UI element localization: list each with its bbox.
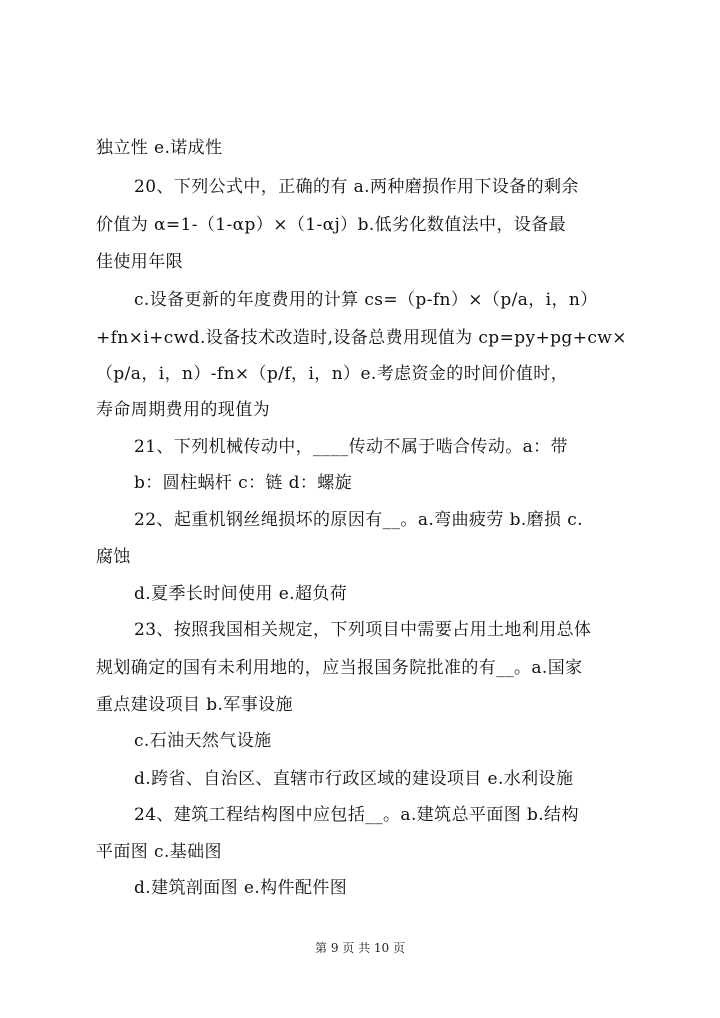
- text-line: 平面图 c.基础图: [96, 842, 222, 862]
- text-line: c.设备更新的年度费用的计算 cs=（p-fn）×（p/a，i，n）: [134, 290, 598, 310]
- text-line: 腐蚀: [96, 547, 131, 567]
- text-line: 价值为 α=1-（1-αp）×（1-αj）b.低劣化数值法中，设备最: [96, 215, 567, 235]
- text-line: 24、建筑工程结构图中应包括__。a.建筑总平面图 b.结构: [134, 805, 579, 825]
- text-line: 21、下列机械传动中，____传动不属于啮合传动。a：带: [134, 437, 568, 457]
- text-line: 22、起重机钢丝绳损坏的原因有__。a.弯曲疲劳 b.磨损 c.: [134, 510, 583, 530]
- text-line: c.石油天然气设施: [134, 731, 272, 751]
- text-line: 寿命周期费用的现值为: [96, 400, 270, 420]
- text-line: 23、按照我国相关规定，下列项目中需要占用土地利用总体: [134, 620, 592, 640]
- text-line: d.跨省、自治区、直辖市行政区域的建设项目 e.水利设施: [134, 769, 574, 789]
- page-footer: 第 9 页 共 10 页: [315, 941, 405, 955]
- text-line: 独立性 e.诺成性: [96, 138, 223, 158]
- text-line: （p/a，i，n）-fn×（p/f，i，n）e.考虑资金的时间价值时，: [96, 364, 569, 384]
- text-line: d.夏季长时间使用 e.超负荷: [134, 584, 348, 604]
- text-line: +fn×i+cwd.设备技术改造时,设备总费用现值为 cp=py+pg+cw×: [96, 328, 627, 348]
- text-line: 佳使用年限: [96, 252, 183, 272]
- text-line: 20、下列公式中，正确的有 a.两种磨损作用下设备的剩余: [134, 177, 579, 197]
- text-line: 规划确定的国有未利用地的，应当报国务院批准的有__。a.国家: [96, 658, 583, 678]
- text-line: d.建筑剖面图 e.构件配件图: [134, 878, 348, 898]
- text-line: 重点建设项目 b.军事设施: [96, 695, 293, 715]
- text-line: b：圆柱蜗杆 c：链 d：螺旋: [134, 473, 353, 493]
